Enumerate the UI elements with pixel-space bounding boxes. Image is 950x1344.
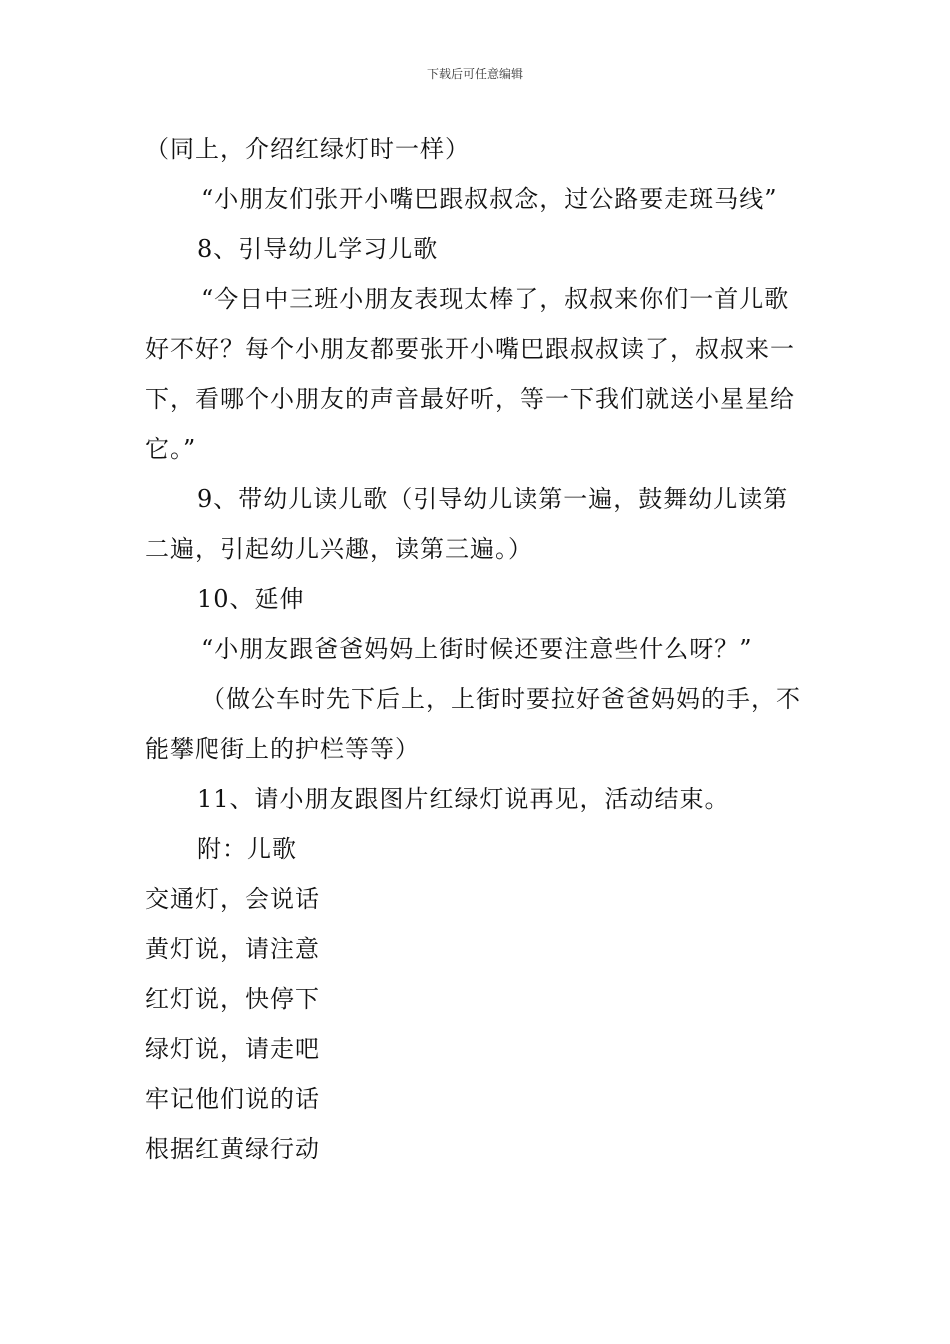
document-body	[145, 124, 810, 1174]
paragraph-step-9: 9、带幼儿读儿歌（引导幼儿读第一遍，鼓舞幼儿读第二遍，引起幼儿兴趣，读第三遍。）	[145, 485, 789, 563]
poem-line: 交通灯，会说话	[145, 885, 320, 913]
paragraph-extension-answer: （做公车时先下后上，上街时要拉好爸爸妈妈的手，不能攀爬街上的护栏等等）	[145, 685, 801, 763]
poem-line: 红灯说，快停下	[145, 985, 320, 1013]
paragraph-appendix-title: 附：儿歌	[197, 835, 297, 863]
poem-line: 根据红黄绿行动	[145, 1135, 320, 1163]
poem-line: 牢记他们说的话	[145, 1085, 320, 1113]
paragraph-zebra-crossing-chant: “小朋友们张开小嘴巴跟叔叔念，过公路要走斑马线”	[201, 185, 778, 213]
paragraph-step-11: 11、请小朋友跟图片红绿灯说再见，活动结束。	[197, 785, 730, 813]
paragraph-step-8: 8、引导幼儿学习儿歌	[197, 235, 439, 263]
paragraph-same-as-above: （同上，介绍红绿灯时一样）	[145, 135, 470, 163]
paragraph-extension-question: “小朋友跟爸爸妈妈上街时候还要注意些什么呀？”	[201, 635, 753, 663]
poem-line: 黄灯说，请注意	[145, 935, 320, 963]
page-header-note: 下载后可任意编辑	[426, 67, 523, 81]
paragraph-teacher-speech: “今日中三班小朋友表现太棒了，叔叔来你们一首儿歌好不好？每个小朋友都要张开小嘴巴跟叔叔读了，叔叔来一下，看哪个小朋友的声音最好听，等一下我们就送小星星给它。”	[145, 285, 795, 463]
paragraph-step-10: 10、延伸	[197, 585, 305, 613]
poem-line: 绿灯说，请走吧	[145, 1035, 320, 1063]
